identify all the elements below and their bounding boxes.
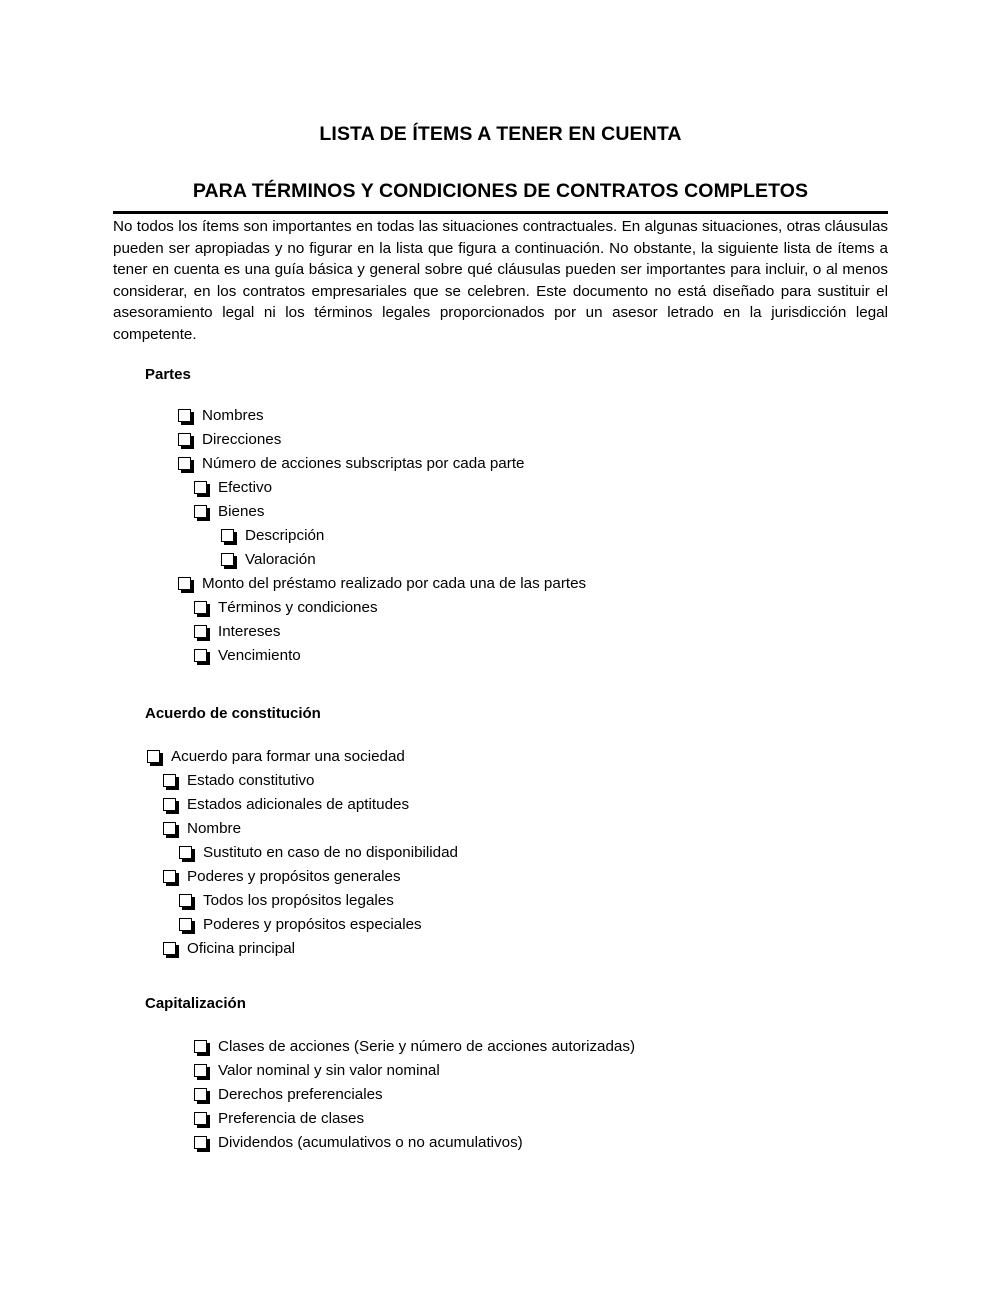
checklist-item[interactable] bbox=[162, 524, 586, 548]
checklist-item[interactable] bbox=[147, 745, 458, 769]
checklist-item-label: Valor nominal y sin valor nominal bbox=[218, 1062, 440, 1079]
checklist-item-label: Derechos preferenciales bbox=[218, 1086, 383, 1103]
checklist-item[interactable] bbox=[162, 428, 586, 452]
checklist-item[interactable] bbox=[178, 1035, 635, 1059]
section-heading-partes: Partes bbox=[145, 366, 191, 383]
checkbox-icon[interactable] bbox=[163, 942, 176, 955]
checklist-item-label: Oficina principal bbox=[187, 940, 296, 957]
checklist-item[interactable] bbox=[162, 596, 586, 620]
checklist-item[interactable] bbox=[178, 1131, 635, 1155]
checklist-item[interactable] bbox=[178, 1059, 635, 1083]
checklist-item-label: Estados adicionales de aptitudes bbox=[187, 796, 410, 813]
checklist-item[interactable] bbox=[147, 793, 458, 817]
checklist-item[interactable] bbox=[178, 1107, 635, 1131]
checklist-item-label: Intereses bbox=[218, 623, 281, 640]
checklist-item[interactable] bbox=[147, 889, 458, 913]
checklist-item-label: Acuerdo para formar una sociedad bbox=[171, 748, 405, 765]
checklist-item[interactable] bbox=[162, 476, 586, 500]
checkbox-icon[interactable] bbox=[221, 553, 234, 566]
checklist-item-label: Número de acciones subscriptas por cada parte bbox=[202, 455, 525, 472]
checklist-acuerdo-de-constitucion bbox=[147, 745, 458, 961]
checkbox-icon[interactable] bbox=[194, 1040, 207, 1053]
intro-paragraph: No todos los ítems son importantes en todas las situaciones contractuales. En algunas situaciones, otras cláusulas pueden ser apropiadas y no figurar en la lista que figura a continuación. No obstante, la siguiente lista de ítems a tener en cuenta es una guía básica y general sobre qué cláusulas pueden ser importantes para incluir, o al menos considerar, en los contratos empresariales que se celebren. Este documento no está diseñado para sustituir el asesoramiento legal ni los términos legales proporcionados por un asesor letrado en la jurisdicción legal competente. bbox=[113, 218, 888, 343]
checkbox-icon[interactable] bbox=[179, 894, 192, 907]
checkbox-icon[interactable] bbox=[163, 870, 176, 883]
checklist-item[interactable] bbox=[147, 937, 458, 961]
checkbox-icon[interactable] bbox=[179, 846, 192, 859]
checkbox-icon[interactable] bbox=[163, 798, 176, 811]
checkbox-icon[interactable] bbox=[163, 774, 176, 787]
checklist-item-label: Todos los propósitos legales bbox=[203, 892, 394, 909]
checklist-item-label: Preferencia de clases bbox=[218, 1110, 365, 1127]
checkbox-icon[interactable] bbox=[163, 822, 176, 835]
checkbox-icon[interactable] bbox=[194, 601, 207, 614]
checkbox-icon[interactable] bbox=[178, 433, 191, 446]
checklist-item-label: Monto del préstamo realizado por cada una de las partes bbox=[202, 575, 587, 592]
checkbox-icon[interactable] bbox=[178, 457, 191, 470]
checklist-partes bbox=[162, 404, 586, 668]
checklist-item-label: Dividendos (acumulativos o no acumulativos) bbox=[218, 1134, 523, 1151]
checkbox-icon[interactable] bbox=[194, 1112, 207, 1125]
checklist-item-label: Vencimiento bbox=[218, 647, 301, 664]
checkbox-icon[interactable] bbox=[221, 529, 234, 542]
checkbox-icon[interactable] bbox=[179, 918, 192, 931]
checkbox-icon[interactable] bbox=[194, 1088, 207, 1101]
checklist-item[interactable] bbox=[162, 572, 586, 596]
checklist-item-label: Nombres bbox=[202, 407, 264, 424]
section-heading-acuerdo-de-constitucion: Acuerdo de constitución bbox=[145, 705, 321, 722]
checklist-item-label: Poderes y propósitos generales bbox=[187, 868, 401, 885]
document-title-line-2: PARA TÉRMINOS Y CONDICIONES DE CONTRATOS COMPLETOS bbox=[192, 180, 809, 203]
checkbox-icon[interactable] bbox=[194, 481, 207, 494]
checklist-item-label: Direcciones bbox=[202, 431, 282, 448]
section-heading-capitalizacion: Capitalización bbox=[145, 995, 246, 1012]
checkbox-icon[interactable] bbox=[194, 649, 207, 662]
checklist-item-label: Nombre bbox=[187, 820, 242, 837]
checklist-item[interactable] bbox=[147, 913, 458, 937]
checklist-item-label: Términos y condiciones bbox=[218, 599, 378, 616]
checklist-item[interactable] bbox=[178, 1083, 635, 1107]
checkbox-icon[interactable] bbox=[194, 1064, 207, 1077]
checklist-item-label: Efectivo bbox=[218, 479, 273, 496]
checklist-item[interactable] bbox=[147, 817, 458, 841]
document-title-line-1: LISTA DE ÍTEMS A TENER EN CUENTA bbox=[319, 123, 682, 145]
checklist-item-label: Bienes bbox=[218, 503, 265, 520]
checkbox-icon[interactable] bbox=[178, 409, 191, 422]
checklist-item-label: Clases de acciones (Serie y número de acciones autorizadas) bbox=[218, 1038, 636, 1055]
checklist-item-label: Poderes y propósitos especiales bbox=[203, 916, 422, 933]
checklist-item-label: Estado constitutivo bbox=[187, 772, 315, 789]
checklist-item-label: Valoración bbox=[245, 551, 316, 568]
checklist-item-label: Sustituto en caso de no disponibilidad bbox=[203, 844, 458, 861]
checklist-item[interactable] bbox=[162, 548, 586, 572]
checkbox-icon[interactable] bbox=[178, 577, 191, 590]
checklist-item[interactable] bbox=[162, 452, 586, 476]
title-block bbox=[113, 122, 888, 214]
checkbox-icon[interactable] bbox=[194, 505, 207, 518]
checklist-item[interactable] bbox=[147, 769, 458, 793]
checklist-item[interactable] bbox=[162, 404, 586, 428]
title-divider bbox=[113, 211, 888, 214]
checklist-item-label: Descripción bbox=[245, 527, 325, 544]
checklist-item[interactable] bbox=[147, 841, 458, 865]
checklist-item[interactable] bbox=[162, 620, 586, 644]
checklist-item[interactable] bbox=[147, 865, 458, 889]
checkbox-icon[interactable] bbox=[194, 625, 207, 638]
checkbox-icon[interactable] bbox=[147, 750, 160, 763]
checkbox-icon[interactable] bbox=[194, 1136, 207, 1149]
checklist-capitalizacion bbox=[178, 1035, 635, 1155]
checklist-item[interactable] bbox=[162, 500, 586, 524]
checklist-item[interactable] bbox=[162, 644, 586, 668]
